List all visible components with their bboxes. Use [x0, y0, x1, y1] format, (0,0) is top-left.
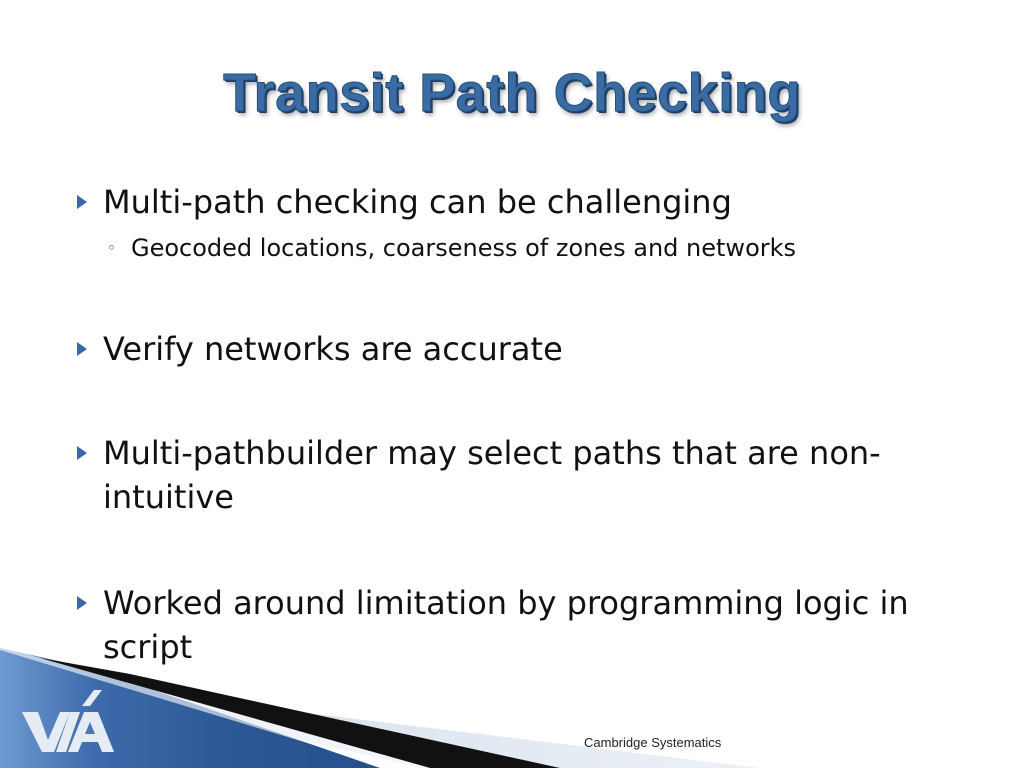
- bullet-item: [72, 180, 972, 224]
- triangle-bullet-icon: [76, 327, 92, 371]
- footer-company: Cambridge Systematics: [584, 735, 722, 750]
- sub-bullet-item: [104, 232, 984, 264]
- triangle-bullet-icon: [76, 431, 92, 475]
- triangle-bullet-icon: [76, 180, 92, 224]
- triangle-bullet-icon: [76, 581, 92, 625]
- bullet-item: [72, 327, 972, 371]
- bullet-text: Multi-path checking can be challenging: [103, 183, 732, 221]
- bullet-text: Worked around limitation by programming logic in script: [103, 584, 909, 666]
- circle-bullet-icon: ◦: [107, 239, 116, 257]
- footer-band-graphic: [0, 640, 1024, 768]
- slide-title: Transit Path Checking: [223, 63, 801, 123]
- bullet-item: [72, 431, 952, 519]
- bullet-text: Multi-pathbuilder may select paths that are non-intuitive: [103, 434, 881, 516]
- sub-bullet-text: Geocoded locations, coarseness of zones and networks: [131, 234, 797, 262]
- bullet-text: Verify networks are accurate: [103, 330, 563, 368]
- via-logo: [18, 688, 118, 756]
